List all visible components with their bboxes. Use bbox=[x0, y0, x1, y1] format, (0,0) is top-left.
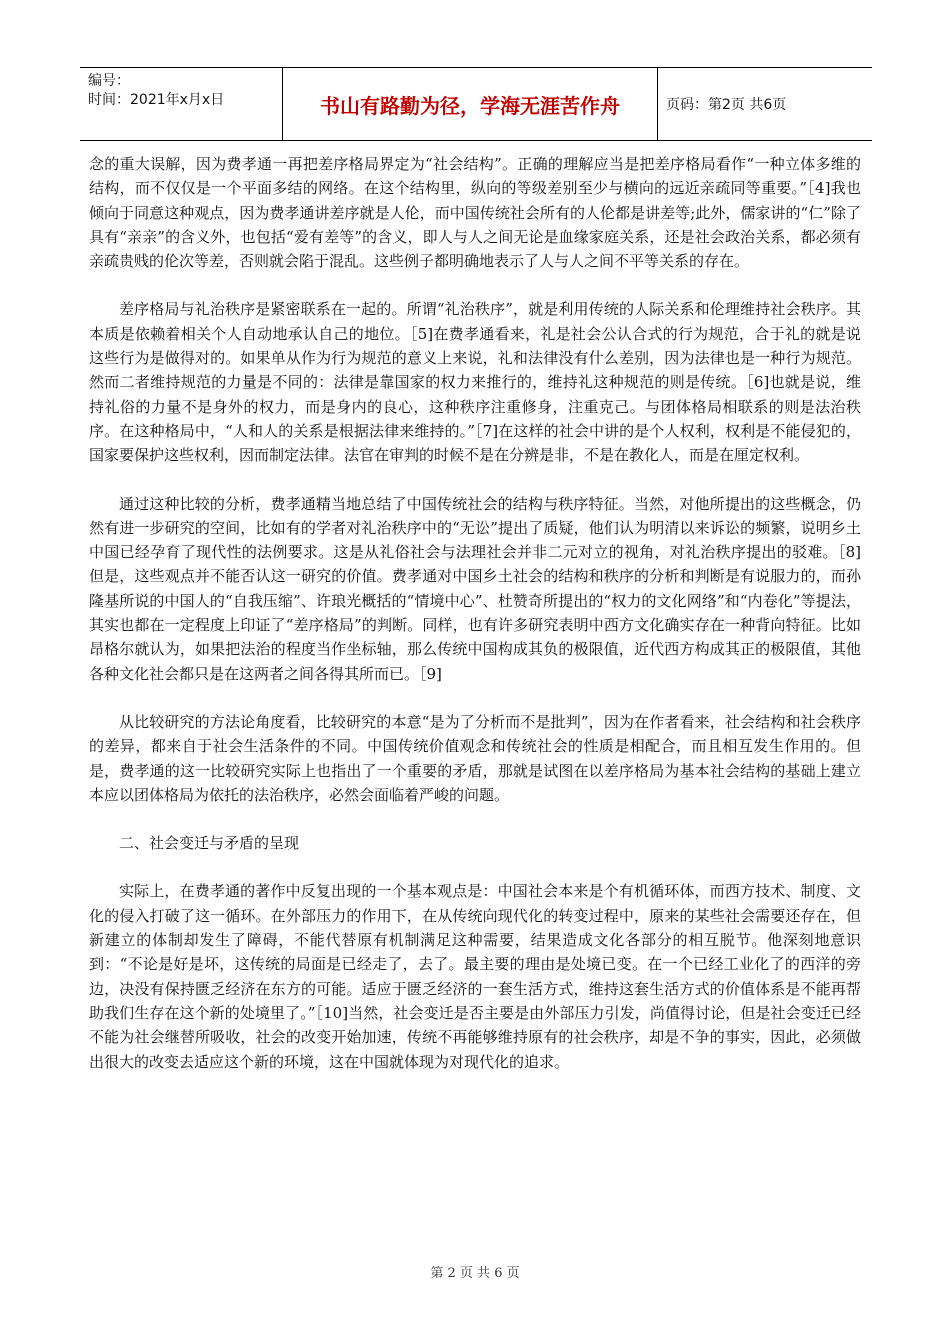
header-meta bbox=[80, 68, 283, 140]
header-motto: 书山有路勤为径，学海无涯苦作舟 bbox=[283, 68, 658, 140]
paragraph-4: 从比较研究的方法论角度看，比较研究的本意“是为了分析而不是批判”，因为在作者看来，社会结构和社会秩序的差异，都来自于社会生活条件的不同。中国传统价值观念和传统社会的性质是相配合，而且相互发生作用的。但是，费孝通的这一比较研究实际上也指出了一个重要的矛盾，那就是试图在以差序格局为基本社会结构的基础上建立本应以团体格局为依托的法治秩序，必然会面临着严峻的问题。 bbox=[89, 712, 861, 804]
paragraph-1: 念的重大误解，因为费孝通一再把差序格局界定为“社会结构”。正确的理解应当是把差序格局看作“一种立体多维的结构，而不仅仅是一个平面多结的网络。在这个结构里，纵向的等级差别至少与横向的远近亲疏同等重要。”［4]我也倾向于同意这种观点，因为费孝通讲差序就是人伦，而中国传统社会所有的人伦都是讲差等;此外，儒家讲的“仁”除了具有“亲亲”的含义外，也包括“爱有差等”的含义，即人与人之间无论是血缘家庭关系，还是社会政治关系，都必须有亲疏贵贱的伦次等差，否则就会陷于混乱。这些例子都明确地表示了人与人之间不平等关系的存在。 bbox=[89, 155, 861, 271]
document-number-label: 编号： bbox=[88, 73, 130, 89]
header-page-info: 页码：第2页 共6页 bbox=[666, 97, 787, 113]
paragraph-3: 通过这种比较的分析，费孝通精当地总结了中国传统社会的结构与秩序特征。当然，对他所提出的这些概念，仍然有进一步研究的空间，比如有的学者对礼治秩序中的“无讼”提出了质疑，他们认为明清以来诉讼的频繁，说明乡土中国已经孕育了现代性的法例要求。这是从礼俗社会与法理社会并非二元对立的视角，对礼治秩序提出的驳难。［8]但是，这些观点并不能否认这一研究的价值。费孝通对中国乡土社会的结构和秩序的分析和判断是有说服力的，而孙隆基所说的中国人的“自我压缩”、许琅光概括的“情境中心”、杜赞奇所提出的“权力的文化网络”和“内卷化”等提法，其实也都在一定程度上印证了“差序格局”的判断。同样，也有许多研究表明中西方文化确实存在一种背向特征。比如昂格尔就认为，如果把法治的程度当作坐标轴，那么传统中国构成其负的极限值，近代西方构成其正的极限值，其他各种文化社会都只是在这两者之间各得其所而已。［9] bbox=[89, 494, 861, 683]
section-heading: 二、社会变迁与矛盾的呈现 bbox=[119, 834, 300, 853]
document-time-label: 时间：2021年x月x日 bbox=[88, 92, 225, 108]
document-body bbox=[89, 152, 861, 1074]
page-footer: 第 2 页 共 6 页 bbox=[430, 1266, 520, 1281]
paragraph-5: 实际上，在费孝通的著作中反复出现的一个基本观点是：中国社会本来是个有机循环体，而西方技术、制度、文化的侵入打破了这一循环。在外部压力的作用下，在从传统向现代化的转变过程中，原来的某些社会需要还存在，但新建立的体制却发生了障碍，不能代替原有机制满足这种需要，结果造成文化各部分的相互脱节。他深刻地意识到：“不论是好是坏，这传统的局面是已经走了，去了。最主要的理由是处境已变。在一个已经工业化了的西洋的旁边，决没有保持匮乏经济在东方的可能。适应于匮乏经济的一套生活方式，维持这套生活方式的价值体系是不能再帮助我们生存在这个新的处境里了。”［10]当然，社会变迁是否主要是由外部压力引发，尚值得讨论，但是社会变迁已经不能为社会继替所吸收，社会的改变开始加速，传统不再能够维持原有的社会秩序，却是不争的事实，因此，必须做出很大的改变去适应这个新的环境，这在中国就体现为对现代化的追求。 bbox=[89, 882, 861, 1071]
page-header bbox=[80, 67, 872, 141]
paragraph-2: 差序格局与礼治秩序是紧密联系在一起的。所谓“礼治秩序”，就是利用传统的人际关系和伦理维持社会秩序。其本质是依赖着相关个人自动地承认自己的地位。［5]在费孝通看来，礼是社会公认合式的行为规范，合于礼的就是说这些行为是做得对的。如果单从作为行为规范的意义上来说，礼和法律没有什么差别，因为法律也是一种行为规范。然而二者维持规范的力量是不同的：法律是靠国家的权力来推行的，维持礼这种规范的则是传统。［6]也就是说，维持礼俗的力量不是身外的权力，而是身内的良心，这种秩序注重修身，注重克己。与团体格局相联系的则是法治秩序。在这种格局中，“人和人的关系是根据法律来维持的。”［7]在这样的社会中讲的是个人权利，权利是不能侵犯的，国家要保护这些权利，因而制定法律。法官在审判的时候不是在分辨是非，不是在教化人，而是在厘定权利。 bbox=[89, 300, 861, 465]
